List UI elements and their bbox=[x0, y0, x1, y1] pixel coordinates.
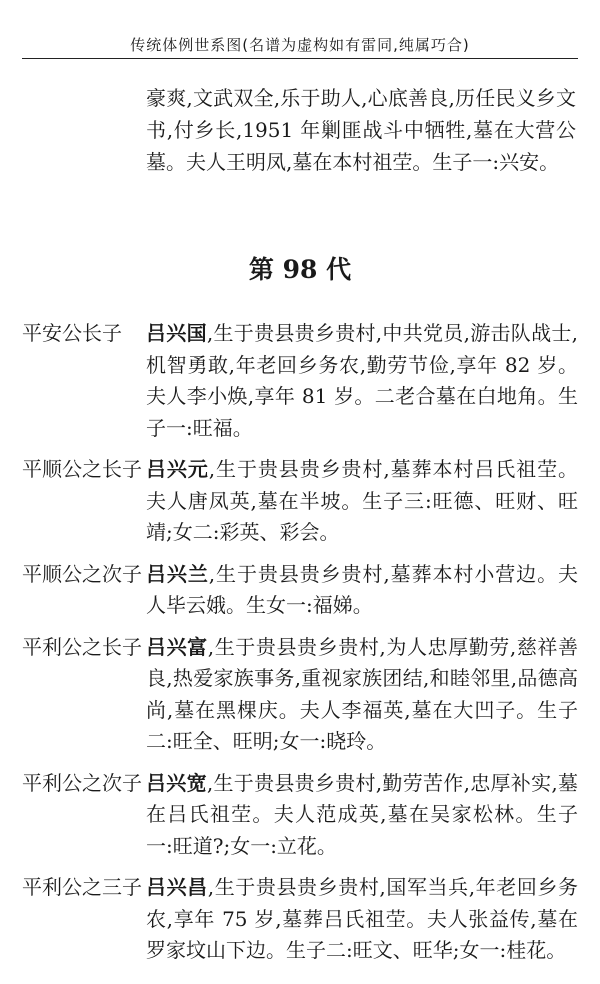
intro-paragraph bbox=[146, 82, 576, 178]
entry-body-text: ,生于贵县贵乡贵村,墓葬本村小营边。夫人毕云娥。生女一:福娣。 bbox=[146, 561, 579, 617]
entry-relation-label: 平利公之三子 bbox=[22, 875, 142, 899]
page-header bbox=[0, 0, 600, 60]
entry-relation-label: 平顺公之长子 bbox=[22, 457, 142, 481]
entry-person-name: 吕兴富 bbox=[146, 634, 208, 659]
genealogy-entry bbox=[22, 559, 578, 622]
entry-description bbox=[146, 768, 578, 863]
entry-person-name: 吕兴宽 bbox=[146, 770, 207, 795]
entry-person-name: 吕兴元 bbox=[146, 457, 209, 481]
genealogy-entry bbox=[22, 454, 578, 549]
entry-list bbox=[22, 318, 578, 977]
running-header-title: 传统体例世系图(名谱为虚构如有雷同,纯属巧合) bbox=[130, 36, 470, 54]
genealogy-entry bbox=[22, 318, 578, 444]
entry-relation-label: 平安公长子 bbox=[22, 321, 122, 345]
entry-body-text: ,生于贵县贵乡贵村,为人忠厚勤劳,慈祥善良,热爱家族事务,重视家族团结,和睦邻里,品德高尚,墓在黑棵庆。夫人李福英,墓在大凹子。生子二:旺全、旺明;女一:晓玲。 bbox=[146, 634, 578, 753]
entry-body-text: ,生于贵县贵乡贵村,国军当兵,年老回乡务农,享年 75 岁,墓葬吕氏祖茔。夫人张益传,墓在罗家坟山下边。生子二:旺文、旺华;女一:桂花。 bbox=[146, 875, 578, 962]
entry-relation-label: 平利公之长子 bbox=[22, 634, 142, 659]
entry-description bbox=[146, 318, 578, 444]
entry-body-text: ,生于贵县贵乡贵村,墓葬本村吕氏祖茔。夫人唐凤英,墓在半坡。生子三:旺德、旺财、旺靖;女二:彩英、彩会。 bbox=[146, 457, 579, 544]
genealogy-entry bbox=[22, 872, 578, 967]
intro-text: 豪爽,文武双全,乐于助人,心底善良,历任民义乡文书,付乡长,1951 年剿匪战斗中牺牲,墓在大营公墓。夫人王明凤,墓在本村祖茔。生子一:兴安。 bbox=[146, 86, 576, 174]
entry-description bbox=[146, 559, 578, 622]
entry-body-text: ,生于贵县贵乡贵村,中共党员,游击队战士,机智勇敢,年老回乡务农,勤劳节俭,享年 82 岁。夫人李小焕,享年 81 岁。二老合墓在白地角。生子一:旺福。 bbox=[146, 321, 578, 440]
entry-relation-label: 平利公之次子 bbox=[22, 770, 142, 795]
header-rule bbox=[22, 58, 578, 59]
genealogy-entry bbox=[22, 768, 578, 863]
generation-title: 第 98 代 bbox=[248, 255, 352, 284]
entry-person-name: 吕兴昌 bbox=[146, 875, 208, 899]
entry-person-name: 吕兴国 bbox=[146, 321, 207, 345]
entry-body-text: ,生于贵县贵乡贵村,勤劳苦作,忠厚补实,墓在吕氏祖茔。夫人范成英,墓在吴家松林。生子一:旺道?;女一:立花。 bbox=[146, 770, 578, 858]
entry-relation-label: 平顺公之次子 bbox=[22, 561, 142, 586]
entry-description bbox=[146, 632, 578, 758]
genealogy-entry bbox=[22, 632, 578, 758]
entry-description bbox=[146, 454, 578, 549]
entry-description bbox=[146, 872, 578, 967]
entry-person-name: 吕兴兰 bbox=[146, 561, 209, 586]
